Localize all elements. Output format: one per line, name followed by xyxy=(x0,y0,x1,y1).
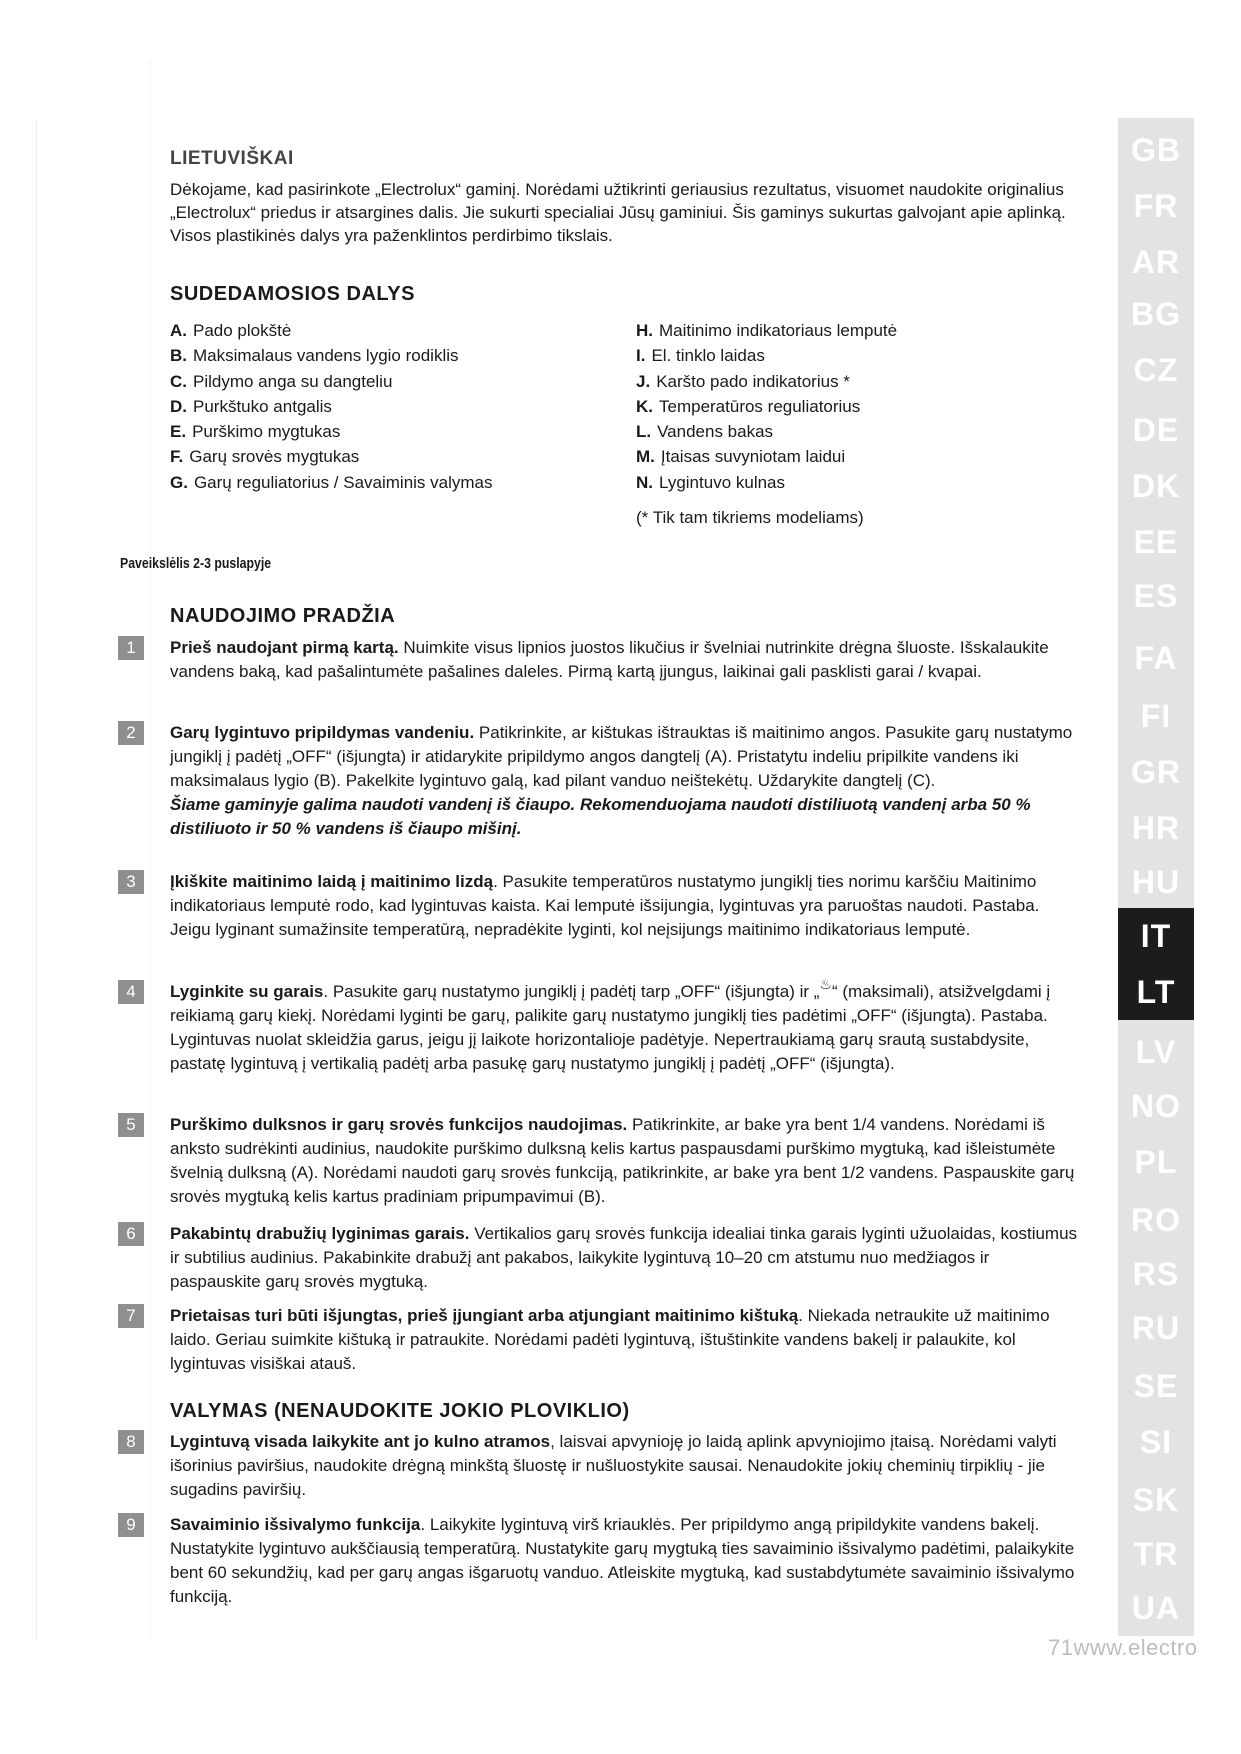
language-tab-pl[interactable]: PL xyxy=(1134,1144,1178,1180)
part-item: M. Įtaisas suvyniotam laidui xyxy=(636,447,846,467)
step-text: Įkiškite maitinimo laidą į maitinimo lizdą. Pasukite temperatūros nustatymo jungiklį ties norimu karščiu Maitinimo indikatoriaus lemputė rodo, kad lygintuvas kaista. Kai lemputė išsijungia, lygintuvas yra paruoštas naudoti. Pastaba. Jeigu lyginant sumažinsite temperatūrą, nepradėkite lyginti, kol neįsijungs maitinimo indikatoriaus lemputė. xyxy=(170,872,1040,939)
language-tab-rs[interactable]: RS xyxy=(1132,1256,1180,1292)
step-number: 1 xyxy=(118,636,144,660)
step-text: Lygintuvą visada laikykite ant jo kulno atramos, laisvai apvynioję jo laidą aplink apvyniojimo įtaisą. Norėdami valyti išorinius paviršius, naudokite drėgną minkštą šluostę ir nušluostykite sausai. Nenaudokite jokių cheminių tirpiklių - jie sugadins paviršių. xyxy=(170,1432,1057,1499)
language-tab-de[interactable]: DE xyxy=(1132,412,1180,448)
start-heading: NAUDOJIMO PRADŽIA xyxy=(170,605,396,627)
part-item: H. Maitinimo indikatoriaus lemputė xyxy=(636,321,898,340)
language-tab-fa[interactable]: FA xyxy=(1134,640,1178,676)
step-number: 5 xyxy=(118,1113,144,1137)
language-tab-ru[interactable]: RU xyxy=(1131,1310,1181,1346)
step-number: 8 xyxy=(118,1430,144,1454)
language-tab-gr[interactable]: GR xyxy=(1131,754,1181,790)
language-tab-hr[interactable]: HR xyxy=(1131,810,1181,846)
margin-line xyxy=(150,60,151,1640)
language-tab-tr[interactable]: TR xyxy=(1133,1536,1179,1572)
language-tab-si[interactable]: SI xyxy=(1139,1424,1173,1460)
intro-paragraph: Dėkojame, kad pasirinkote „Electrolux“ gaminį. Norėdami užtikrinti geriausius rezultatus, visuomet naudokite originalius „Electrolux“ priedus ir atsargines dalis. Jie sukurti specialiai Jūsų gaminiui. Šis gaminys sukurtas galvojant apie aplinką. Visos plastikinės dalys yra paženklintos perdirbimo tikslais. xyxy=(170,180,1066,245)
language-tab-es[interactable]: ES xyxy=(1133,578,1179,614)
language-sidebar xyxy=(1118,118,1194,1636)
steam-max-icon: ♨ xyxy=(819,976,832,992)
part-item: B. Maksimalaus vandens lygio rodiklis xyxy=(170,346,459,366)
language-tab-se[interactable]: SE xyxy=(1133,1368,1179,1404)
language-title: LIETUVIŠKAI xyxy=(170,148,294,169)
language-tab-ro[interactable]: RO xyxy=(1131,1202,1181,1238)
step-text: Savaiminio išsivalymo funkcija. Laikykite lygintuvą virš kriauklės. Per pripildymo angą pripildykite vandens bakelį. Nustatykite lygintuvo aukščiausią temperatūrą. Nustatykite garų mygtuką ties savaiminio išsivalymo padėtimi, palaikykite bent 60 sekundžių, kad per garų angas išgaruotų vanduo. Atleiskite mygtuką, kad sustabdytumėte savaiminio išsivalymo funkciją. xyxy=(170,1515,1075,1606)
step-number: 9 xyxy=(118,1513,144,1537)
step-text: Prieš naudojant pirmą kartą. Nuimkite visus lipnios juostos likučius ir švelniai nutrinkite drėgna šluoste. Išskalaukite vandens baką, kad pašalintumėte pašalines daleles. Pirmą kartą įjungus, laikinai gali pasklisti garai / kvapai. xyxy=(170,638,1049,681)
part-item: N. Lygintuvo kulnas xyxy=(636,472,786,492)
language-tab-bg[interactable]: BG xyxy=(1131,296,1181,332)
step-text: Lyginkite su garais. Pasukite garų nustatymo jungiklį į padėtį tarp „OFF“ (išjungta) ir „♨“ (maksimali), atsižvelgdami į reikiamą garų kiekį. Norėdami lyginti be garų, palikite garų nustatymo jungiklį ties padėtimi „OFF“ (išjungta). Pastaba. Lygintuvas nuolat skleidžia garus, jeigu jį laikote horizontalioje padėtyje. Nepertraukiamą garų srautą sustabdysite, pastatę lygintuvą į vertikalią padėtį arba pasukę garų nustatymo jungiklį į padėtį „OFF“ (išjungta). xyxy=(170,976,1051,1073)
footer-url[interactable]: www.electro xyxy=(1073,1635,1198,1660)
parts-list-right xyxy=(636,318,1066,495)
language-tab-sk[interactable]: SK xyxy=(1132,1482,1180,1518)
footer xyxy=(1048,1635,1198,1661)
step-text: Pakabintų drabužių lyginimas garais. Vertikalios garų srovės funkcija idealiai tinka garais lyginti užuolaidas, kostiumus ir subtilius audinius. Pakabinkite drabužį ant pakabos, laikykite lygintuvą 10–20 cm atstumu nuo medžiagos ir paspauskite garų srovės mygtuką. xyxy=(170,1224,1078,1291)
step-text: Purškimo dulksnos ir garų srovės funkcijos naudojimas. Patikrinkite, ar bake yra bent 1/4 vandens. Norėdami iš anksto sudrėkinti audinius, naudokite purškimo dulksną kelis kartus paspausdami purškimo mygtuką, kad išleistumėte švelnią dulksną (A). Norėdami naudoti garų srovės funkciją, patikrinkite, ar bake yra bent 1/2 vandens. Paspauskite garų srovės mygtuką kelis kartus pradiniam pripumpavimui (B). xyxy=(170,1115,1075,1206)
parts-heading: SUDEDAMOSIOS DALYS xyxy=(170,283,415,305)
part-item: C. Pildymo anga su dangteliu xyxy=(170,371,393,391)
part-item: J. Karšto pado indikatorius * xyxy=(636,371,850,391)
language-tab-cz[interactable]: CZ xyxy=(1133,352,1179,388)
part-item: L. Vandens bakas xyxy=(636,422,774,442)
part-item: D. Purkštuko antgalis xyxy=(170,396,332,416)
language-tab-fr[interactable]: FR xyxy=(1133,188,1179,224)
language-tab-it[interactable]: IT xyxy=(1118,908,1194,964)
margin-line xyxy=(36,120,37,1640)
language-tab-lv[interactable]: LV xyxy=(1135,1034,1177,1070)
step-text: Prietaisas turi būti išjungtas, prieš įjungiant arba atjungiant maitinimo kištuką. Niekada netraukite už maitinimo laido. Geriau suimkite kištuką ir patraukite. Norėdami padėti lygintuvą, ištuštinkite vandens bakelį ir palaukite, kol lygintuvas visiškai atauš. xyxy=(170,1306,1050,1373)
step-number: 3 xyxy=(118,870,144,894)
part-item: I. El. tinklo laidas xyxy=(636,346,765,366)
language-tab-no[interactable]: NO xyxy=(1131,1088,1181,1124)
language-tab-ee[interactable]: EE xyxy=(1133,524,1179,560)
part-item: K. Temperatūros reguliatorius xyxy=(636,396,861,416)
step-number: 4 xyxy=(118,980,144,1004)
part-item: G. Garų reguliatorius / Savaiminis valymas xyxy=(170,472,493,492)
part-item: E. Purškimo mygtukas xyxy=(170,422,341,442)
language-tab-fi[interactable]: FI xyxy=(1140,698,1172,734)
language-tab-ar[interactable]: AR xyxy=(1131,244,1181,280)
tap-water-note: Šiame gaminyje galima naudoti vandenį iš čiaupo. Rekomenduojama naudoti distiliuotą vandenį arba 50 % distiliuoto ir 50 % vandens iš čiaupo mišinį. xyxy=(170,795,1031,838)
language-tab-gb[interactable]: GB xyxy=(1131,132,1181,168)
parts-list-left xyxy=(170,318,630,495)
figure-reference: Paveikslėlis 2-3 puslapyje xyxy=(120,555,272,572)
step-number: 2 xyxy=(118,721,144,745)
language-tab-ua[interactable]: UA xyxy=(1131,1590,1181,1626)
page-number: 71 xyxy=(1048,1635,1074,1660)
models-note: (* Tik tam tikriems modeliams) xyxy=(636,508,864,527)
language-tab-hu[interactable]: HU xyxy=(1131,864,1181,900)
language-tab-lt[interactable]: LT xyxy=(1118,964,1194,1020)
part-item: F. Garų srovės mygtukas xyxy=(170,447,360,467)
language-tab-dk[interactable]: DK xyxy=(1131,468,1181,504)
step-number: 6 xyxy=(118,1222,144,1246)
step-text: Garų lygintuvo pripildymas vandeniu. Patikrinkite, ar kištukas ištrauktas iš maitinimo angos. Pasukite garų nustatymo jungiklį į padėtį „OFF“ (išjungta) ir atidarykite pripildymo angos dangtelį (A). Pristatytu indeliu pripilkite vandens iki maksimalaus lygio (B). Pakelkite lygintuvo galą, kad pilant vanduo neištekėtų. Uždarykite dangtelį (C). Šiame gaminyje galima naudoti vandenį iš čiaupo. Rekomenduojama naudoti distiliuotą vandenį arba 50 % distiliuoto ir 50 % vandens iš čiaupo mišinį. xyxy=(170,721,1080,841)
step-number: 7 xyxy=(118,1304,144,1328)
cleaning-heading: VALYMAS (NENAUDOKITE JOKIO PLOVIKLIO) xyxy=(170,1400,630,1422)
part-item: A. Pado plokštė xyxy=(170,321,292,340)
